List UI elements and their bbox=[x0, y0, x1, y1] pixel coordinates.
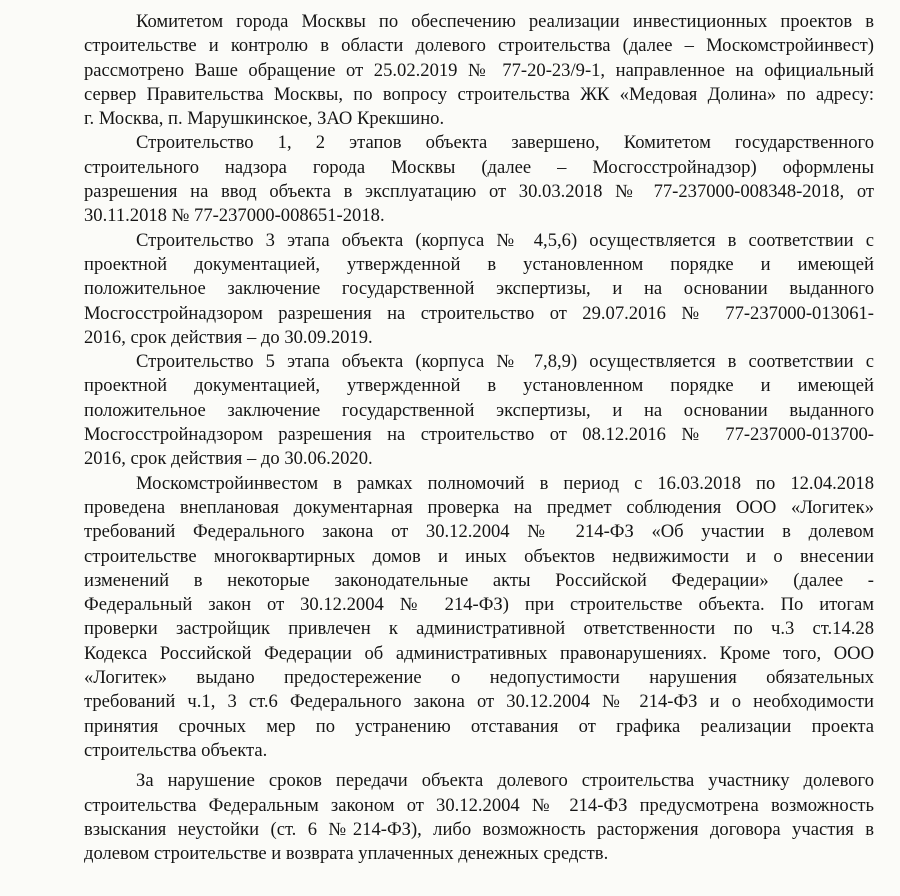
paragraph-2 bbox=[32, 131, 874, 228]
paragraph-line: взыскания неустойки (ст. 6 №214-ФЗ), либо возможность расторжения договора участия в bbox=[84, 818, 874, 840]
paragraph-line: 2016, срок действия – до 30.06.2020. bbox=[84, 448, 373, 470]
paragraph-line: строительства Федеральным законом от 30.12.2004 № 214-ФЗ предусмотрена возможность bbox=[84, 794, 874, 816]
paragraph-line: положительное заключение государственной экспертизы, и на основании выданного bbox=[84, 278, 874, 300]
paragraph-1 bbox=[32, 10, 874, 131]
paragraph-5 bbox=[32, 472, 874, 764]
paragraph-line: Строительство 1, 2 этапов объекта завершено, Комитетом государственного bbox=[136, 132, 874, 154]
paragraph-line: проверки застройщик привлечен к административной ответственности по ч.3 ст.14.28 bbox=[84, 618, 874, 640]
paragraph-line: строительстве многоквартирных домов и иных объектов недвижимости и о внесении bbox=[84, 545, 874, 567]
paragraph-line: положительное заключение государственной экспертизы, и на основании выданного bbox=[84, 399, 874, 421]
paragraph-line: «Логитек» выдано предостережение о недопустимости нарушения обязательных bbox=[84, 667, 874, 689]
paragraph-line: рассмотрено Ваше обращение от 25.02.2019 № 77-20-23/9-1, направленное на официальный bbox=[84, 59, 874, 81]
paragraph-line: требований Федерального закона от 30.12.2004 № 214-ФЗ «Об участии в долевом bbox=[84, 521, 874, 543]
paragraph-4 bbox=[32, 350, 874, 471]
paragraph-line: г. Москва, п. Марушкинское, ЗАО Крекшино. bbox=[84, 108, 445, 130]
paragraph-line: 30.11.2018 № 77-237000-008651-2018. bbox=[84, 205, 385, 227]
paragraph-line: Федеральный закон от 30.12.2004 № 214-ФЗ) при строительстве объекта. По итогам bbox=[84, 594, 874, 616]
paragraph-line: Москомстройинвестом в рамках полномочий в период с 16.03.2018 по 12.04.2018 bbox=[136, 472, 874, 494]
paragraph-line: долевом строительстве и возврата уплаченных денежных средств. bbox=[84, 843, 609, 865]
paragraph-line: требований ч.1, 3 ст.6 Федерального закона от 30.12.2004 № 214-ФЗ и о необходимости bbox=[84, 691, 874, 713]
paragraph-line: строительства объекта. bbox=[84, 739, 268, 761]
paragraph-3 bbox=[32, 229, 874, 350]
paragraph-line: Мосгосстройнадзором разрешения на строительство от 08.12.2016 № 77-237000-013700- bbox=[84, 424, 874, 446]
paragraph-line: Строительство 5 этапа объекта (корпуса № 7,8,9) осуществляется в соответствии с bbox=[136, 351, 874, 373]
paragraph-line: 2016, срок действия – до 30.09.2019. bbox=[84, 326, 373, 348]
paragraph-line: сервер Правительства Москвы, по вопросу строительства ЖК «Медовая Долина» по адресу: bbox=[84, 83, 874, 105]
paragraph-line: Комитетом города Москвы по обеспечению реализации инвестиционных проектов в bbox=[136, 11, 874, 32]
paragraph-line: Строительство 3 этапа объекта (корпуса № 4,5,6) осуществляется в соответствии с bbox=[136, 229, 874, 251]
paragraph-line: изменений в некоторые законодательные акты Российской Федерации» (далее - bbox=[84, 569, 874, 591]
paragraph-line: проведена внеплановая документарная проверка на предмет соблюдения ООО «Логитек» bbox=[84, 496, 874, 518]
paragraph-line: разрешения на ввод объекта в эксплуатацию от 30.03.2018 № 77-237000-008348-2018, от bbox=[84, 181, 874, 203]
paragraph-line: Мосгосстройнадзором разрешения на строительство от 29.07.2016 № 77-237000-013061- bbox=[84, 302, 874, 324]
paragraph-line: принятия срочных мер по устранению отставания от графика реализации проекта bbox=[84, 715, 874, 737]
paragraph-line: За нарушение сроков передачи объекта долевого строительства участнику долевого bbox=[136, 770, 874, 792]
paragraph-line: строительстве и контролю в области долевого строительства (далее – Москомстройинвест) bbox=[84, 35, 874, 57]
paragraph-line: Кодекса Российской Федерации об административных правонарушениях. Кроме того, ООО bbox=[84, 642, 874, 664]
paragraph-line: строительного надзора города Москвы (далее – Мосгосстройнадзор) оформлены bbox=[84, 156, 874, 178]
paragraph-line: проектной документацией, утвержденной в установленном порядке и имеющей bbox=[84, 375, 874, 397]
paragraph-6 bbox=[32, 769, 874, 866]
paragraph-line: проектной документацией, утвержденной в установленном порядке и имеющей bbox=[84, 253, 874, 275]
